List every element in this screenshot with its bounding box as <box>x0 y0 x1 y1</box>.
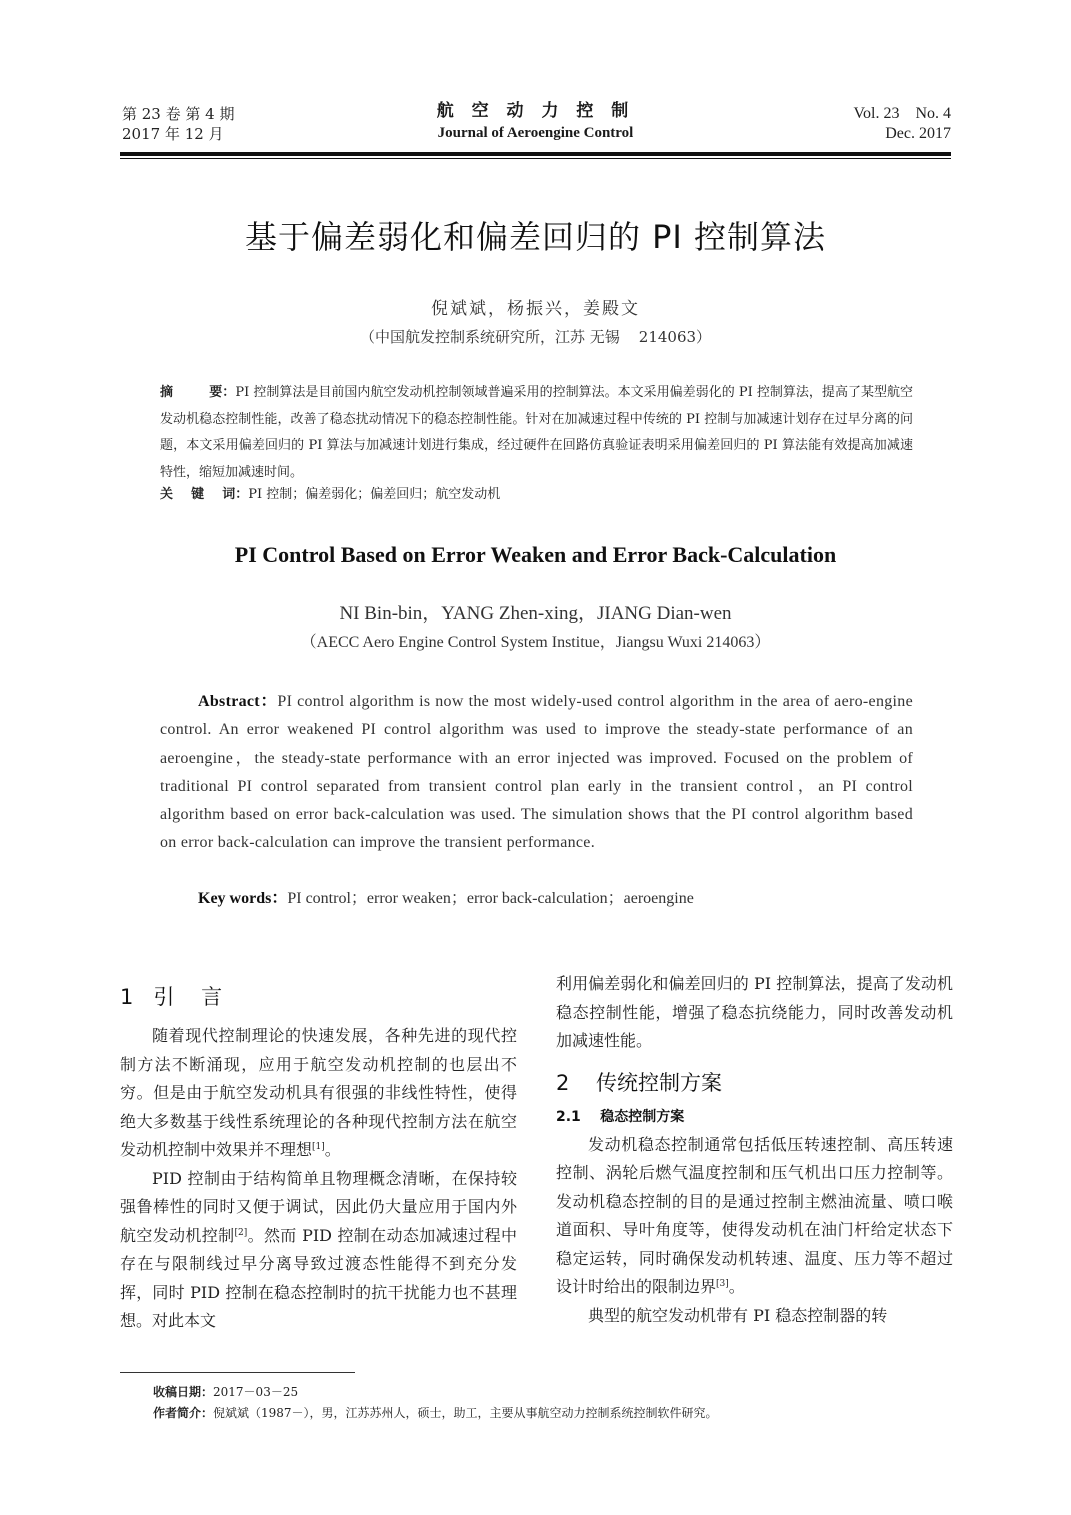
body-column-right <box>556 970 953 1330</box>
header-rule-thick <box>120 152 951 156</box>
volume-issue-cn: 第 23 卷 第 4 期 <box>122 105 235 123</box>
authors-cn: 倪斌斌，杨振兴，姜殿文 <box>431 299 640 319</box>
section-2-1-paragraph-1-end: 。 <box>728 1277 745 1296</box>
keywords-cn <box>160 484 913 506</box>
keywords-en <box>198 886 918 912</box>
section-2-1-paragraph-1 <box>556 1131 953 1302</box>
paper-title-cn: 基于偏差弱化和偏差回归的 PI 控制算法 <box>244 218 827 256</box>
footnote-rule <box>120 1372 355 1373</box>
section-1-paragraph-2-text: PID 控制由于结构简单且物理概念清晰，在保持较强鲁棒性的同时又便于调试，因此仍大量应用于国内外航空发动机控制 <box>120 1168 517 1245</box>
footnote-author-bio <box>153 1403 953 1423</box>
section-2-1-paragraph-2: 典型的航空发动机带有 PI 稳态控制器的转 <box>588 1305 888 1325</box>
affiliation-cn: （中国航发控制系统研究所，江苏 无锡 214063） <box>359 328 712 346</box>
footnote-received <box>153 1382 953 1402</box>
keywords-cn-label: 关 键 词： <box>160 487 249 502</box>
abstract-en-label: Abstract： <box>198 693 278 710</box>
section-1-paragraph-1-end: 。 <box>324 1140 341 1159</box>
section-2-heading: 2 传统控制方案 <box>556 1070 723 1095</box>
abstract-cn-label: 摘 要： <box>160 385 236 400</box>
author-bio-label: 作者简介： <box>153 1406 214 1420</box>
authors-en: NI Bin-bin，YANG Zhen-xing，JIANG Dian-wen <box>339 603 732 624</box>
author-bio: 倪斌斌（1987－），男，江苏苏州人，硕士，助工，主要从事航空动力控制系统控制软件研究。 <box>213 1406 718 1420</box>
keywords-en-text: PI control；error weaken；error back-calculation；aeroengine <box>287 890 694 907</box>
citation-ref-2: [2] <box>234 1227 248 1238</box>
section-1-paragraph-1 <box>120 1022 517 1165</box>
paper-title-en: PI Control Based on Error Weaken and Error Back-Calculation <box>234 542 837 567</box>
date-en: Dec. 2017 <box>885 125 951 142</box>
abstract-en-text: PI control algorithm is now the most widely-used control algorithm in the area of aero-engine control. An error weakened PI control algorithm was used to improve the steady-state performance of an aeroengine，the steady-state performance with an error injected was improved. Focused on the problem of traditional PI control separated from transient control plan early in the transient control，an PI control algorithm based on error back-calculation was used. The simulation shows that the PI control algorithm based on error back-calculation can improve the transient performance. <box>160 693 913 852</box>
abstract-cn-text: PI 控制算法是目前国内航空发动机控制领域普遍采用的控制算法。本文采用偏差弱化的 PI 控制算法，提高了某型航空发动机稳态控制性能，改善了稳态扰动情况下的稳态控制性能。针对在加减速过程中传统的 PI 控制与加减速计划存在过早分离的问题，本文采用偏差回归的 PI 算法与加减速计划进行集成，经过硬件在回路仿真验证表明采用偏差回归的 PI 算法能有效提高加减速特性，缩短加减速时间。 <box>160 385 913 480</box>
date-cn: 2017 年 12 月 <box>122 125 224 143</box>
journal-name-en: Journal of Aeroengine Control <box>437 125 634 141</box>
section-2-1-heading: 2.1 稳态控制方案 <box>556 1108 685 1125</box>
received-date-label: 收稿日期： <box>153 1385 214 1399</box>
section-2-1-paragraph-1-text: 发动机稳态控制通常包括低压转速控制、高压转速控制、涡轮后燃气温度控制和压气机出口压力控制等。发动机稳态控制的目的是通过控制主燃油流量、喷口喉道面积、导叶角度等，使得发动机在油门杆给定状态下稳定运转，同时确保发动机转速、温度、压力等不超过设计时给出的限制边界 <box>556 1134 953 1296</box>
section-1-paragraph-2-continued: 利用偏差弱化和偏差回归的 PI 控制算法，提高了发动机稳态控制性能，增强了稳态抗绕能力，同时改善发动机加减速性能。 <box>556 974 953 1050</box>
section-1-paragraph-1-text: 随着现代控制理论的快速发展，各种先进的现代控制方法不断涌现，应用于航空发动机控制的也层出不穷。但是由于航空发动机具有很强的非线性特性，使得绝大多数基于线性系统理论的各种现代控制方法在航空发动机控制中效果并不理想 <box>120 1026 517 1159</box>
affiliation-en: （AECC Aero Engine Control System Institue，Jiangsu Wuxi 214063） <box>300 634 771 651</box>
volume-issue-en: Vol. 23 No. 4 <box>853 105 951 122</box>
citation-ref-1: [1] <box>312 1142 325 1152</box>
citation-ref-3: [3] <box>716 1279 729 1289</box>
section-1-paragraph-2 <box>120 1165 517 1336</box>
abstract-en <box>160 688 913 858</box>
journal-name-cn: 航 空 动 力 控 制 <box>436 101 635 121</box>
header-rule-thin <box>120 158 951 159</box>
body-column-left <box>120 982 517 1336</box>
keywords-en-label: Key words： <box>198 890 288 907</box>
section-1-heading: 1 引 言 <box>120 985 223 1009</box>
abstract-cn <box>160 380 913 486</box>
keywords-cn-text: PI 控制；偏差弱化；偏差回归；航空发动机 <box>248 487 501 502</box>
section-1-paragraph-2-end: 。然而 PID 控制在动态加减速过程中存在与限制线过早分离导致过渡态性能得不到充分发挥，同时 PID 控制在稳态控制时的抗干扰能力也不甚理想。对此本文 <box>120 1225 517 1330</box>
received-date: 2017－03－25 <box>213 1385 299 1399</box>
header-right <box>854 104 952 144</box>
